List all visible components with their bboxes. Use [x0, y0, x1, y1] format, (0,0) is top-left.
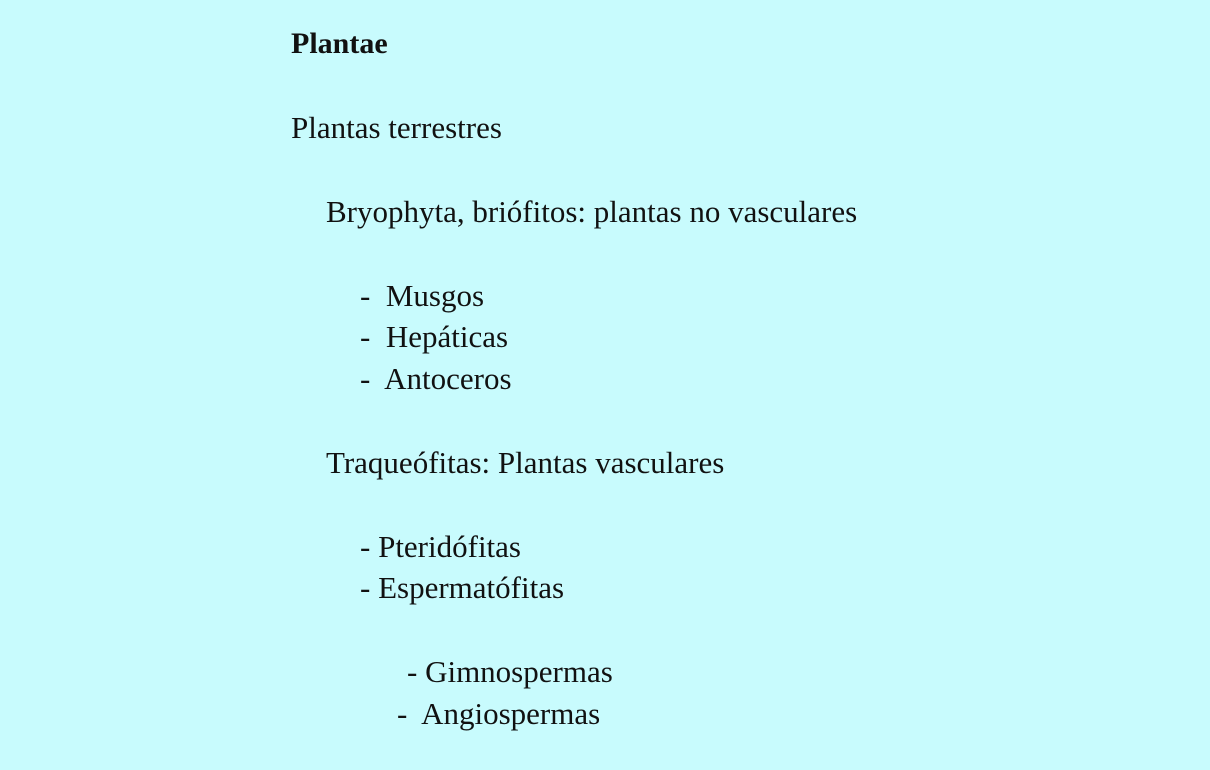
page-title: Plantae	[291, 27, 388, 60]
group-heading-traqueofitas: Traqueófitas: Plantas vasculares	[326, 445, 725, 480]
sub-list-item: - Gimnospermas	[407, 654, 613, 689]
list-item: - Antoceros	[360, 361, 512, 396]
section-heading: Plantas terrestres	[291, 110, 502, 145]
list-item: - Pteridófitas	[360, 529, 521, 564]
list-item: - Musgos	[360, 278, 485, 313]
group-heading-bryophyta: Bryophyta, briófitos: plantas no vasculares	[326, 194, 858, 229]
list-item: - Espermatófitas	[360, 570, 565, 605]
list-item: - Hepáticas	[360, 319, 509, 354]
sub-list-item: - Angiospermas	[397, 696, 601, 731]
